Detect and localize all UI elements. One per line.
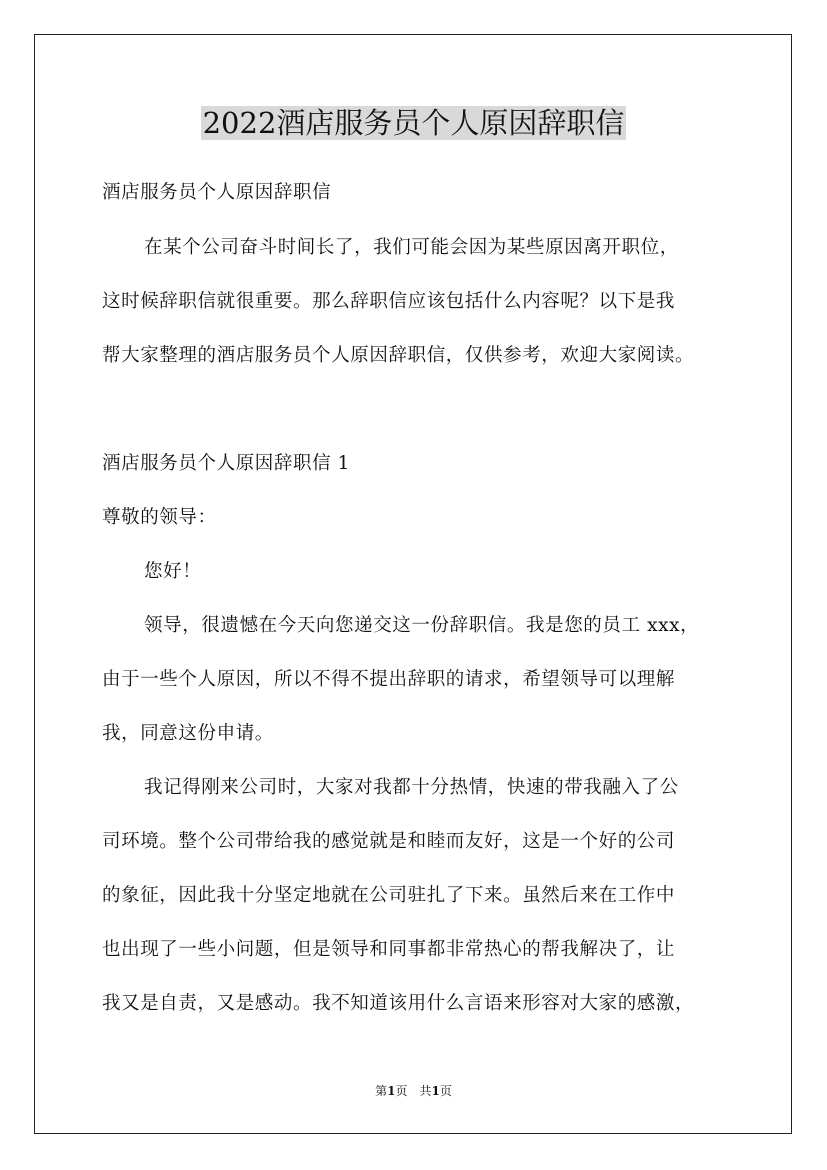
body-line: 司环境。整个公司带给我的感觉就是和睦而友好，这是一个好的公司 (102, 831, 676, 852)
footer-mid: 页 共 (395, 1084, 432, 1098)
footer-prefix: 第 (375, 1084, 388, 1098)
total-page-number: 1 (431, 1084, 440, 1098)
body-line: 也出现了一些小问题，但是领导和同事都非常热心的帮我解决了，让 (102, 939, 676, 960)
subtitle-line: 酒店服务员个人原因辞职信 (102, 182, 332, 203)
document-title: 2022酒店服务员个人原因辞职信 (202, 106, 625, 140)
body-line: 我记得刚来公司时，大家对我都十分热情，快速的带我融入了公 (144, 777, 679, 798)
body-line: 在某个公司奋斗时间长了，我们可能会因为某些原因离开职位， (144, 237, 679, 258)
body-line: 我，同意这份申请。 (102, 723, 274, 744)
salutation: 尊敬的领导： (102, 507, 217, 528)
current-page-number: 1 (387, 1084, 396, 1098)
body-line: 我又是自责，又是感动。我不知道该用什么言语来形容对大家的感激， (102, 993, 695, 1014)
body-line: 这时候辞职信就很重要。那么辞职信应该包括什么内容呢？以下是我 (102, 291, 676, 312)
body-line: 帮大家整理的酒店服务员个人原因辞职信，仅供参考，欢迎大家阅读。 (102, 345, 695, 366)
body-line: 的象征，因此我十分坚定地就在公司驻扎了下来。虽然后来在工作中 (102, 885, 676, 906)
body-line: 由于一些个人原因，所以不得不提出辞职的请求，希望领导可以理解 (102, 669, 676, 690)
page-footer (0, 1083, 827, 1099)
footer-suffix: 页 (439, 1084, 452, 1098)
greeting: 您好！ (144, 561, 202, 582)
section-heading: 酒店服务员个人原因辞职信 1 (102, 453, 351, 474)
body-line: 领导，很遗憾在今天向您递交这一份辞职信。我是您的员工 xxx， (144, 615, 700, 636)
